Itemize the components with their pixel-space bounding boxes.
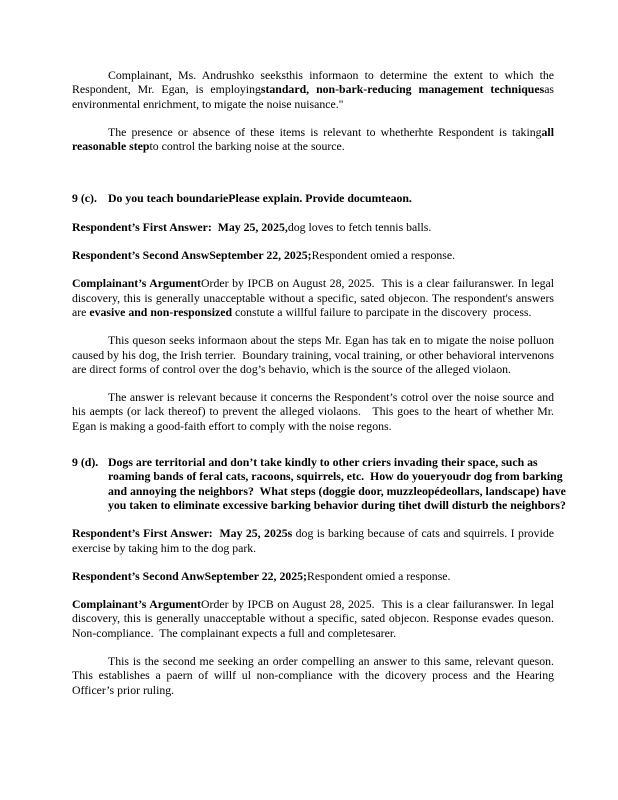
question-number: 9 (d). — [72, 455, 99, 470]
answer-second-9d — [72, 569, 554, 583]
question-number: 9 (c). — [72, 191, 97, 206]
text-run: Order by IPCB on August 28, 2025. This is a clear failuranswer. In legal discovery, this is generally unacceptable without a specific, sated objecon. Response evades queson. Non-compliance. The complainant expects a full and completesarer. — [72, 597, 557, 640]
text-run: This is the second me seeking an order compelling an answer to this same, relevant queson. This establishes a paern of willf ul non-compliance with the dicovery process and the Hearing Officer’s prior ruling. — [72, 654, 557, 697]
closing-paragraph — [72, 654, 557, 697]
text-run: Complainant’s Argument — [72, 597, 201, 612]
relevance-paragraph — [72, 124, 557, 154]
text-run: Complainant, Ms. Andrushko seeksthis informaon to determine the extent to which the Respondent, Mr. Egan, is employing — [72, 68, 557, 97]
text-run: Respondent’s First Answer: May 25, 2025s — [72, 526, 293, 541]
relevance-9c-paragraph — [72, 390, 557, 433]
mitigation-paragraph — [72, 333, 557, 376]
argument-9d — [72, 597, 557, 640]
text-run: This queson seeks informaon about the steps Mr. Egan has tak en to migate the noise polluon caused by his dog, the Irish terrier. Boundary training, vocal training, or other behavioral intervenons are direct forms of control over the dog’s behavio, which is the source of the alleged violaon. — [72, 333, 557, 376]
question-9c — [72, 191, 554, 205]
question-text — [108, 455, 576, 512]
text-run: all reasonable step — [72, 124, 557, 154]
question-9d — [72, 455, 569, 512]
text-run: Respondent’s Second AnwSeptember 22, 2025; — [72, 568, 307, 583]
text-run: The answer is relevant because it concerns the Respondent’s cotrol over the noise source and his aempts (or lack thereof) to prevent the alleged violaons. This goes to the heart of whether Mr. Egan is making a good-faith effort to comply with the noise regons. — [72, 390, 557, 433]
text-run: Complainant’s Argument — [72, 276, 201, 291]
text-run: as environmental enrichment, to migate the noise nuisance." — [72, 82, 557, 111]
answer-first-9c — [72, 220, 554, 234]
text-run: standard, non-bark-reducing management techniques — [260, 82, 545, 97]
text-run: Respondent’s Second AnswSeptember 22, 2025; — [72, 248, 312, 263]
argument-9c — [72, 276, 557, 319]
question-text — [108, 191, 576, 205]
text-run: The presence or absence of these items is relevant to whetherhte Respondent is taking — [108, 124, 542, 139]
text-run: dog loves to fetch tennis balls. — [287, 219, 432, 234]
text-run: constute a willful failure to parcipate in the discovery process. — [232, 304, 532, 319]
text-run: Respondent’s First Answer: May 25, 2025, — [72, 219, 288, 234]
text-run: Dogs are territorial and don’t take kindly to other criers invading their space, such as roaming bands of feral cats, racoons, squirrels, etc. How do youeryoudr dog from barking and annoying the neighbors? What steps (doggie door, muzzleopédeollars, landscape) have you taken to eliminate excessive barking behavior during tihet dwill disturb the neighbors? — [108, 455, 569, 512]
text-run: Respondent omied a response. — [311, 248, 456, 263]
intro-paragraph — [72, 68, 557, 111]
text-run: Order by IPCB on August 28, 2025. This is a clear failuranswer. In legal discovery, this is generally unacceptable without a specific, sated objecon. The respondent's answers are — [72, 276, 557, 319]
text-run: evasive and non-responsized — [89, 304, 233, 319]
answer-first-9d — [72, 526, 557, 555]
text-run: dog is barking because of cats and squirrels. I provide exercise by taking him to the dog park. — [72, 526, 557, 555]
text-run: Do you teach boundariePlease explain. Provide documteaon. — [108, 191, 412, 206]
document-body — [72, 68, 569, 697]
text-run: Respondent omied a response. — [306, 568, 451, 583]
text-run: to control the barking noise at the source. — [149, 139, 345, 154]
answer-second-9c — [72, 248, 554, 262]
